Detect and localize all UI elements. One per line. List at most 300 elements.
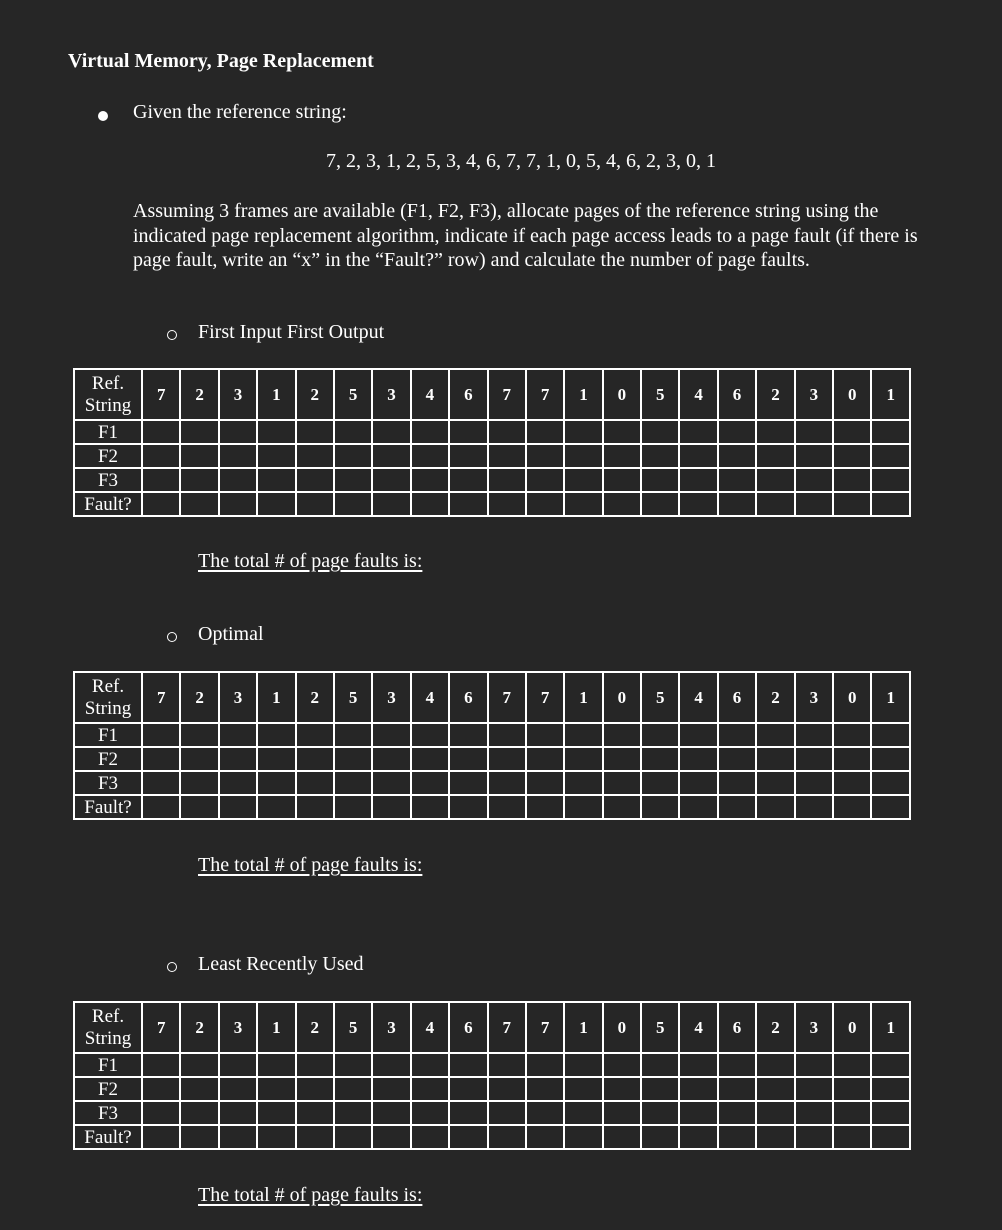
frame-cell[interactable] [180, 420, 218, 444]
frame-cell[interactable] [718, 747, 756, 771]
fault-cell[interactable] [526, 795, 564, 819]
fault-cell[interactable] [679, 1125, 717, 1149]
frame-cell[interactable] [180, 723, 218, 747]
frame-cell[interactable] [564, 771, 602, 795]
frame-cell[interactable] [411, 1053, 449, 1077]
frame-cell[interactable] [833, 771, 871, 795]
frame-cell[interactable] [564, 1077, 602, 1101]
frame-cell[interactable] [756, 747, 794, 771]
fault-cell[interactable] [795, 1125, 833, 1149]
frame-cell[interactable] [526, 1053, 564, 1077]
frame-cell[interactable] [449, 723, 487, 747]
frame-cell[interactable] [718, 723, 756, 747]
frame-cell[interactable] [718, 1101, 756, 1125]
frame-cell[interactable] [219, 747, 257, 771]
frame-cell[interactable] [449, 771, 487, 795]
frame-cell[interactable] [756, 1053, 794, 1077]
frame-cell[interactable] [142, 1077, 180, 1101]
frame-cell[interactable] [679, 444, 717, 468]
frame-row-f3 [74, 771, 910, 795]
fault-cell[interactable] [334, 795, 372, 819]
frame-cell[interactable] [871, 1101, 910, 1125]
frame-cell[interactable] [871, 420, 910, 444]
fault-cell[interactable] [142, 1125, 180, 1149]
fault-cell[interactable] [449, 1125, 487, 1149]
frame-cell[interactable] [488, 771, 526, 795]
fault-cell[interactable] [526, 492, 564, 516]
fault-cell[interactable] [679, 795, 717, 819]
fault-cell[interactable] [180, 795, 218, 819]
frame-cell[interactable] [219, 723, 257, 747]
frame-cell[interactable] [449, 468, 487, 492]
frame-cell[interactable] [411, 444, 449, 468]
fault-cell[interactable] [449, 795, 487, 819]
frame-cell[interactable] [219, 1077, 257, 1101]
frame-cell[interactable] [833, 468, 871, 492]
fault-cell[interactable] [334, 1125, 372, 1149]
fault-cell[interactable] [296, 1125, 334, 1149]
fault-cell[interactable] [411, 1125, 449, 1149]
frame-cell[interactable] [219, 444, 257, 468]
fault-cell[interactable] [603, 492, 641, 516]
frame-cell[interactable] [718, 420, 756, 444]
frame-cell[interactable] [526, 771, 564, 795]
frame-cell[interactable] [679, 420, 717, 444]
fault-row-label: Fault? [74, 492, 142, 516]
frame-cell[interactable] [833, 1053, 871, 1077]
frame-row-f3-label: F3 [74, 1101, 142, 1125]
fault-cell[interactable] [257, 492, 295, 516]
frame-cell[interactable] [756, 468, 794, 492]
fault-cell[interactable] [871, 492, 910, 516]
frame-cell[interactable] [564, 420, 602, 444]
ref-label-line: Ref. [91, 373, 125, 394]
frame-cell[interactable] [603, 723, 641, 747]
frame-cell[interactable] [372, 1101, 410, 1125]
frame-cell[interactable] [334, 1053, 372, 1077]
ref-label-line: Ref. [91, 1006, 125, 1027]
frame-cell[interactable] [756, 771, 794, 795]
fault-cell[interactable] [488, 795, 526, 819]
fault-cell[interactable] [603, 795, 641, 819]
frame-cell[interactable] [795, 747, 833, 771]
frame-cell[interactable] [411, 1101, 449, 1125]
frame-cell[interactable] [142, 747, 180, 771]
frame-cell[interactable] [795, 1053, 833, 1077]
lru-table [73, 1001, 911, 1150]
page-cell: 2 [296, 1002, 334, 1053]
page-cell: 2 [756, 672, 794, 723]
frame-cell[interactable] [564, 747, 602, 771]
fault-cell[interactable] [411, 795, 449, 819]
frame-cell[interactable] [296, 747, 334, 771]
page-cell: 5 [641, 369, 679, 420]
frame-cell[interactable] [372, 747, 410, 771]
frame-cell[interactable] [679, 1077, 717, 1101]
frame-cell[interactable] [449, 444, 487, 468]
page-cell: 5 [334, 369, 372, 420]
frame-cell[interactable] [411, 468, 449, 492]
frame-cell[interactable] [718, 1053, 756, 1077]
page-cell: 1 [871, 672, 910, 723]
frame-cell[interactable] [795, 723, 833, 747]
ref-label-line: String [84, 395, 132, 416]
frame-cell[interactable] [833, 444, 871, 468]
page-cell: 1 [564, 1002, 602, 1053]
frame-cell[interactable] [488, 1101, 526, 1125]
fault-cell[interactable] [180, 492, 218, 516]
frame-cell[interactable] [679, 747, 717, 771]
optimal-table [73, 671, 911, 820]
frame-cell[interactable] [257, 420, 295, 444]
fault-cell[interactable] [372, 1125, 410, 1149]
instructions-paragraph: Assuming 3 frames are available (F1, F2, F3), allocate pages of the reference string using the indicated page replacement algorithm, indicate if each page access leads to a page fault (if there is page fault, write an “x” in the “Fault?” row) and calculate the number of page faults. [133, 200, 918, 271]
frame-cell[interactable] [833, 747, 871, 771]
fault-row [74, 1125, 910, 1149]
frame-cell[interactable] [795, 1077, 833, 1101]
fault-cell[interactable] [411, 492, 449, 516]
frame-cell[interactable] [449, 1077, 487, 1101]
frame-cell[interactable] [871, 1053, 910, 1077]
frame-cell[interactable] [142, 771, 180, 795]
fault-cell[interactable] [488, 1125, 526, 1149]
page-cell: 0 [603, 1002, 641, 1053]
frame-cell[interactable] [603, 468, 641, 492]
frame-cell[interactable] [219, 771, 257, 795]
frame-cell[interactable] [641, 1053, 679, 1077]
frame-cell[interactable] [526, 468, 564, 492]
frame-cell[interactable] [219, 1053, 257, 1077]
frame-cell[interactable] [257, 771, 295, 795]
frame-cell[interactable] [334, 1077, 372, 1101]
page-cell: 4 [411, 672, 449, 723]
page-cell: 3 [219, 1002, 257, 1053]
frame-cell[interactable] [372, 444, 410, 468]
frame-cell[interactable] [564, 1101, 602, 1125]
frame-cell[interactable] [334, 420, 372, 444]
fifo-table [73, 368, 911, 517]
frame-row-f3-label: F3 [74, 771, 142, 795]
frame-cell[interactable] [296, 468, 334, 492]
frame-cell[interactable] [603, 1077, 641, 1101]
document-title: Virtual Memory, Page Replacement [68, 50, 374, 72]
frame-cell[interactable] [833, 420, 871, 444]
page-cell: 2 [296, 369, 334, 420]
frame-cell[interactable] [296, 1053, 334, 1077]
fault-cell[interactable] [718, 795, 756, 819]
fault-row [74, 795, 910, 819]
frame-cell[interactable] [334, 723, 372, 747]
fault-cell[interactable] [679, 492, 717, 516]
fault-cell[interactable] [334, 492, 372, 516]
fault-cell[interactable] [526, 1125, 564, 1149]
fault-cell[interactable] [833, 492, 871, 516]
frame-cell[interactable] [488, 420, 526, 444]
frame-cell[interactable] [219, 1101, 257, 1125]
optimal-total-label: The total # of page faults is: [198, 854, 423, 876]
page-cell: 1 [564, 369, 602, 420]
frame-cell[interactable] [142, 468, 180, 492]
fault-cell[interactable] [718, 492, 756, 516]
frame-cell[interactable] [795, 444, 833, 468]
fault-cell[interactable] [603, 1125, 641, 1149]
page-cell: 3 [372, 672, 410, 723]
ref-label-line: String [84, 698, 132, 719]
frame-cell[interactable] [641, 747, 679, 771]
page-cell: 0 [833, 1002, 871, 1053]
frame-cell[interactable] [449, 747, 487, 771]
fault-cell[interactable] [257, 1125, 295, 1149]
fault-cell[interactable] [641, 1125, 679, 1149]
frame-cell[interactable] [180, 1053, 218, 1077]
frame-cell[interactable] [257, 1053, 295, 1077]
page-cell: 7 [526, 672, 564, 723]
frame-cell[interactable] [603, 771, 641, 795]
page-cell: 0 [833, 672, 871, 723]
ref-string-label [74, 369, 142, 420]
page-cell: 5 [641, 1002, 679, 1053]
frame-cell[interactable] [641, 1077, 679, 1101]
frame-cell[interactable] [449, 420, 487, 444]
frame-cell[interactable] [871, 723, 910, 747]
fault-cell[interactable] [219, 1125, 257, 1149]
fault-cell[interactable] [296, 795, 334, 819]
page-cell: 2 [296, 672, 334, 723]
frame-cell[interactable] [871, 771, 910, 795]
ref-string-label [74, 672, 142, 723]
frame-cell[interactable] [641, 723, 679, 747]
frame-cell[interactable] [526, 420, 564, 444]
frame-cell[interactable] [372, 723, 410, 747]
frame-cell[interactable] [756, 1101, 794, 1125]
fault-cell[interactable] [833, 795, 871, 819]
fault-cell[interactable] [871, 795, 910, 819]
frame-cell[interactable] [526, 1077, 564, 1101]
frame-cell[interactable] [871, 444, 910, 468]
bullet-icon [98, 111, 108, 121]
frame-cell[interactable] [180, 771, 218, 795]
frame-cell[interactable] [142, 723, 180, 747]
frame-cell[interactable] [526, 1101, 564, 1125]
frame-cell[interactable] [756, 420, 794, 444]
frame-cell[interactable] [641, 468, 679, 492]
frame-cell[interactable] [641, 420, 679, 444]
fault-cell[interactable] [641, 795, 679, 819]
frame-cell[interactable] [603, 420, 641, 444]
frame-cell[interactable] [334, 444, 372, 468]
frame-cell[interactable] [564, 444, 602, 468]
frame-cell[interactable] [871, 1077, 910, 1101]
frame-cell[interactable] [679, 468, 717, 492]
frame-cell[interactable] [679, 723, 717, 747]
frame-cell[interactable] [257, 1101, 295, 1125]
fault-cell[interactable] [372, 795, 410, 819]
frame-cell[interactable] [372, 420, 410, 444]
frame-cell[interactable] [257, 468, 295, 492]
frame-cell[interactable] [372, 468, 410, 492]
fault-cell[interactable] [449, 492, 487, 516]
frame-cell[interactable] [180, 444, 218, 468]
frame-cell[interactable] [564, 468, 602, 492]
fault-cell[interactable] [142, 492, 180, 516]
page-cell: 4 [679, 1002, 717, 1053]
frame-cell[interactable] [257, 1077, 295, 1101]
frame-cell[interactable] [833, 1101, 871, 1125]
frame-cell[interactable] [488, 444, 526, 468]
frame-cell[interactable] [641, 1101, 679, 1125]
frame-cell[interactable] [603, 1053, 641, 1077]
frame-cell[interactable] [488, 1053, 526, 1077]
page-cell: 6 [449, 672, 487, 723]
fault-row [74, 492, 910, 516]
fault-cell[interactable] [564, 492, 602, 516]
frame-cell[interactable] [488, 747, 526, 771]
frame-cell[interactable] [411, 420, 449, 444]
frame-cell[interactable] [142, 1101, 180, 1125]
frame-cell[interactable] [296, 723, 334, 747]
page-cell: 4 [411, 369, 449, 420]
frame-row-f2-label: F2 [74, 1077, 142, 1101]
sub-bullet-icon [167, 962, 177, 972]
fault-cell[interactable] [219, 492, 257, 516]
frame-cell[interactable] [718, 444, 756, 468]
frame-cell[interactable] [411, 723, 449, 747]
frame-cell[interactable] [488, 468, 526, 492]
frame-cell[interactable] [871, 468, 910, 492]
frame-cell[interactable] [296, 1077, 334, 1101]
page-cell: 3 [795, 1002, 833, 1053]
page-cell: 4 [411, 1002, 449, 1053]
frame-cell[interactable] [142, 444, 180, 468]
frame-cell[interactable] [641, 444, 679, 468]
frame-cell[interactable] [142, 420, 180, 444]
fault-cell[interactable] [756, 795, 794, 819]
frame-cell[interactable] [679, 771, 717, 795]
frame-cell[interactable] [411, 771, 449, 795]
frame-cell[interactable] [526, 444, 564, 468]
bullet-text: Given the reference string: [133, 101, 347, 123]
frame-cell[interactable] [833, 1077, 871, 1101]
fault-cell[interactable] [488, 492, 526, 516]
frame-cell[interactable] [257, 747, 295, 771]
frame-cell[interactable] [795, 420, 833, 444]
frame-cell[interactable] [526, 747, 564, 771]
frame-cell[interactable] [334, 468, 372, 492]
ref-string-row [74, 369, 910, 420]
fault-cell[interactable] [641, 492, 679, 516]
frame-cell[interactable] [641, 771, 679, 795]
fault-cell[interactable] [833, 1125, 871, 1149]
frame-cell[interactable] [334, 1101, 372, 1125]
frame-row-f1 [74, 1053, 910, 1077]
frame-cell[interactable] [296, 420, 334, 444]
frame-cell[interactable] [219, 468, 257, 492]
fault-cell[interactable] [142, 795, 180, 819]
frame-cell[interactable] [296, 1101, 334, 1125]
frame-cell[interactable] [718, 468, 756, 492]
fault-cell[interactable] [718, 1125, 756, 1149]
fifo-total-label: The total # of page faults is: [198, 550, 423, 572]
fault-cell[interactable] [564, 795, 602, 819]
frame-cell[interactable] [564, 1053, 602, 1077]
fault-cell[interactable] [180, 1125, 218, 1149]
frame-cell[interactable] [142, 1053, 180, 1077]
frame-cell[interactable] [257, 723, 295, 747]
frame-cell[interactable] [180, 747, 218, 771]
fault-cell[interactable] [219, 795, 257, 819]
frame-cell[interactable] [180, 1101, 218, 1125]
frame-cell[interactable] [449, 1053, 487, 1077]
frame-cell[interactable] [795, 771, 833, 795]
frame-cell[interactable] [603, 444, 641, 468]
fault-cell[interactable] [564, 1125, 602, 1149]
frame-cell[interactable] [296, 444, 334, 468]
page-cell: 2 [180, 369, 218, 420]
frame-cell[interactable] [372, 771, 410, 795]
frame-cell[interactable] [372, 1077, 410, 1101]
frame-cell[interactable] [488, 723, 526, 747]
page-cell: 2 [180, 672, 218, 723]
frame-cell[interactable] [795, 468, 833, 492]
fault-cell[interactable] [756, 492, 794, 516]
fault-cell[interactable] [257, 795, 295, 819]
frame-cell[interactable] [718, 1077, 756, 1101]
frame-cell[interactable] [871, 747, 910, 771]
frame-cell[interactable] [180, 1077, 218, 1101]
frame-cell[interactable] [411, 1077, 449, 1101]
frame-cell[interactable] [756, 444, 794, 468]
frame-cell[interactable] [180, 468, 218, 492]
frame-cell[interactable] [334, 747, 372, 771]
frame-cell[interactable] [679, 1101, 717, 1125]
frame-cell[interactable] [718, 771, 756, 795]
page-cell: 3 [795, 369, 833, 420]
frame-cell[interactable] [296, 771, 334, 795]
frame-cell[interactable] [449, 1101, 487, 1125]
page-cell: 3 [219, 369, 257, 420]
frame-cell[interactable] [833, 723, 871, 747]
frame-row-f3-label: F3 [74, 468, 142, 492]
frame-cell[interactable] [411, 747, 449, 771]
frame-cell[interactable] [795, 1101, 833, 1125]
frame-row-f2 [74, 747, 910, 771]
reference-string: 7, 2, 3, 1, 2, 5, 3, 4, 6, 7, 7, 1, 0, 5, 4, 6, 2, 3, 0, 1 [326, 150, 716, 172]
fault-cell[interactable] [372, 492, 410, 516]
fault-cell[interactable] [795, 795, 833, 819]
frame-cell[interactable] [603, 747, 641, 771]
frame-cell[interactable] [372, 1053, 410, 1077]
page-cell: 3 [372, 369, 410, 420]
frame-cell[interactable] [603, 1101, 641, 1125]
ref-string-label [74, 1002, 142, 1053]
frame-cell[interactable] [257, 444, 295, 468]
frame-cell[interactable] [756, 723, 794, 747]
frame-cell[interactable] [756, 1077, 794, 1101]
frame-cell[interactable] [488, 1077, 526, 1101]
fault-cell[interactable] [296, 492, 334, 516]
frame-cell[interactable] [334, 771, 372, 795]
fault-cell[interactable] [871, 1125, 910, 1149]
frame-cell[interactable] [564, 723, 602, 747]
frame-cell[interactable] [526, 723, 564, 747]
section-heading-fifo: First Input First Output [198, 321, 385, 343]
ref-label-line: Ref. [91, 676, 125, 697]
frame-cell[interactable] [219, 420, 257, 444]
page-cell: 2 [756, 369, 794, 420]
fault-cell[interactable] [795, 492, 833, 516]
frame-cell[interactable] [679, 1053, 717, 1077]
fault-cell[interactable] [756, 1125, 794, 1149]
